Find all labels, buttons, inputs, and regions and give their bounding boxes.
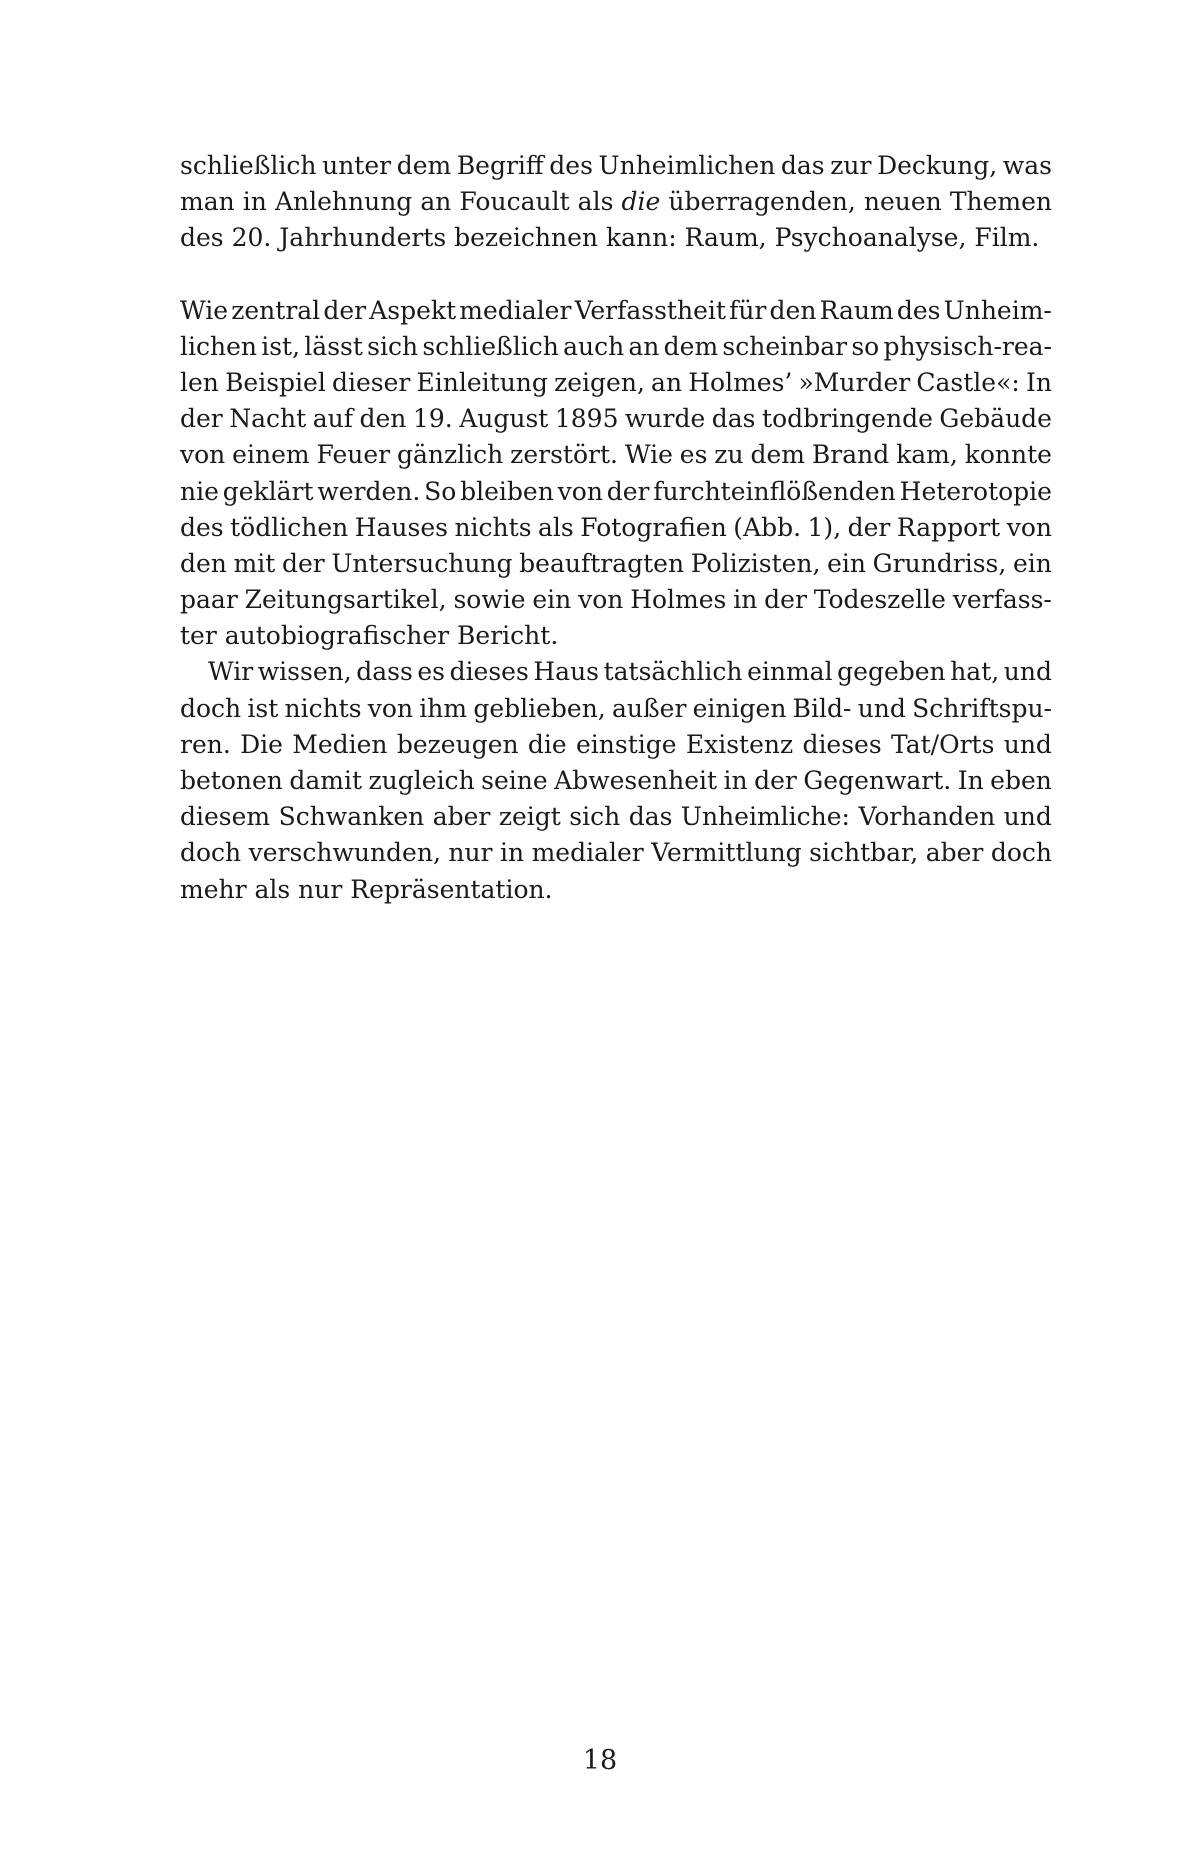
word: gänzlich [396, 440, 504, 470]
text-line [180, 329, 1052, 365]
word: Unheimlichen [598, 151, 776, 180]
word: verschwunden, [248, 838, 441, 868]
text-line [180, 835, 1052, 871]
word: Grundriss, [872, 548, 1007, 578]
word: das [711, 404, 756, 434]
word: so [851, 331, 880, 361]
word: In [957, 766, 984, 795]
word: nichts [454, 512, 532, 542]
word: zentral [231, 295, 321, 325]
word: doch [180, 693, 242, 723]
word: Die [240, 729, 283, 759]
text-line [180, 437, 1052, 473]
word: doch [180, 838, 242, 868]
word: 1895 [554, 404, 619, 434]
word: lichen [180, 331, 257, 361]
word: des [549, 151, 593, 180]
word: Haus [533, 657, 600, 687]
word: medialer [531, 838, 644, 868]
word: Raum [819, 295, 894, 325]
word: dieses [802, 729, 882, 759]
word: Untersuchung [331, 548, 513, 578]
word: Einleitung [416, 367, 548, 397]
word: So [424, 476, 457, 506]
word: beauftragten [519, 548, 685, 578]
word: Rapport [896, 512, 1001, 542]
word: In [1025, 367, 1052, 397]
word: Schwanken [278, 802, 425, 832]
text-line: mehr als nur Repräsentation. [180, 874, 553, 904]
word: Unheim- [943, 295, 1052, 325]
word: zur [830, 151, 872, 180]
word: Unheimliche: [680, 802, 850, 832]
word: Zeitungsartikel, [244, 585, 447, 615]
text-line [180, 654, 1052, 690]
word: kam, [896, 440, 958, 470]
word: Holmes [630, 585, 727, 615]
word: Todeszelle [813, 585, 946, 615]
word: geklärt [222, 476, 314, 506]
word: unter [322, 151, 392, 180]
word: Verfasstheit [574, 295, 726, 325]
word: von [180, 440, 226, 470]
word: ein [1012, 548, 1052, 578]
word: sowie [453, 585, 526, 615]
word: todbringende [762, 404, 933, 434]
word: lässt [304, 331, 363, 361]
word: Wie [180, 295, 229, 325]
word: als [538, 512, 574, 542]
word: Bild- [792, 693, 852, 723]
word: von [578, 585, 624, 615]
word: dieses [449, 657, 529, 687]
word: des [896, 295, 941, 325]
word: damit [289, 766, 363, 795]
body-text [180, 148, 1052, 908]
word: von [1006, 512, 1052, 542]
word: zu [714, 440, 744, 470]
word: sich [569, 802, 621, 832]
word: einigen [692, 693, 787, 723]
text-line [180, 365, 1052, 401]
word: furchteinflößenden [653, 476, 896, 506]
word: ist [247, 693, 279, 723]
word: dem [396, 151, 452, 180]
word: den [180, 548, 227, 578]
word: Schriftspu- [912, 693, 1052, 723]
word: gegeben [837, 657, 946, 687]
word: bleiben [460, 476, 554, 506]
word: der [180, 404, 223, 434]
word: einstige [575, 729, 677, 759]
text-line [180, 546, 1052, 582]
word: sichtbar, [809, 838, 919, 868]
word: medialer [459, 295, 572, 325]
word: schließlich [180, 151, 317, 180]
word: Vermittlung [651, 838, 802, 868]
word: geblieben, [473, 693, 606, 723]
word: diesem [180, 802, 271, 832]
word: was [1002, 151, 1052, 180]
word: und [857, 693, 906, 723]
word: (Abb. [733, 512, 802, 542]
word: der [847, 512, 891, 542]
text-line [180, 148, 1052, 184]
word: ist, [261, 331, 301, 361]
word: tödlichen [230, 512, 349, 542]
word: den [769, 295, 817, 325]
word: Aspekt [369, 295, 457, 325]
word: von [557, 476, 603, 506]
word: Fotografien [580, 512, 727, 542]
word: Begriff [456, 151, 544, 180]
word: aber [925, 838, 984, 868]
text-line [180, 691, 1052, 727]
emphasis: die [621, 187, 661, 217]
word: und [1003, 802, 1052, 832]
word: Brand [811, 440, 890, 470]
word: mit [233, 548, 276, 578]
word: Polizisten, [690, 548, 821, 578]
text-line [180, 582, 1052, 618]
word: Heterotopie [899, 476, 1052, 506]
page-number: 18 [582, 1745, 618, 1776]
word: Gebäude [939, 404, 1052, 434]
text-line [180, 763, 1052, 799]
word: und [1003, 729, 1052, 759]
word: und [1003, 657, 1052, 687]
text-line: ter autobiografischer Bericht. [180, 621, 559, 651]
word: paar [180, 585, 238, 615]
word: nichts [284, 693, 362, 723]
word: 1), [807, 512, 842, 542]
word: das [628, 802, 673, 832]
word: wissen, [257, 657, 352, 687]
word: len [180, 367, 219, 397]
word: Beispiel [225, 367, 326, 397]
text-line: des 20. Jahrhunderts bezeichnen kann: Raum, Psychoanalyse, Film. [180, 223, 1040, 253]
word: auf [312, 404, 353, 434]
word: ein [532, 585, 572, 615]
word: Nacht [229, 404, 307, 434]
word: von [367, 693, 414, 723]
word: tatsächlich [603, 657, 743, 687]
text-line [180, 293, 1052, 329]
word: hat, [950, 657, 1000, 687]
text-line [180, 401, 1052, 437]
word: August [459, 404, 549, 434]
text-line [180, 184, 1052, 220]
word: Feuer [316, 440, 391, 470]
word: des [180, 512, 224, 542]
word: nur [448, 838, 493, 868]
word: den [359, 404, 407, 434]
word: dass [356, 657, 413, 687]
word: eben [990, 766, 1052, 795]
word: 19. [412, 404, 453, 434]
word: es [679, 440, 708, 470]
word: Hauses [354, 512, 448, 542]
word: es [417, 657, 445, 687]
word: der [281, 548, 325, 578]
word: werden. [317, 476, 421, 506]
word: ren. [180, 729, 231, 759]
word: der [323, 295, 367, 325]
word: der [754, 766, 797, 795]
text-segment: man in Anlehnung an Foucault als die überragenden, neuen Themen [180, 187, 1052, 217]
word: zeigen, [554, 367, 645, 397]
word: zeigt [498, 802, 561, 832]
word: dieser [332, 367, 411, 397]
word: auch [563, 331, 625, 361]
word: in [733, 585, 758, 615]
word: zugleich [368, 766, 475, 795]
word: »Murder [798, 367, 911, 397]
word: an [651, 367, 683, 397]
word: Vorhanden [858, 802, 996, 832]
text-line [180, 474, 1052, 510]
word: Holmes’ [688, 367, 793, 397]
word: konnte [964, 440, 1052, 470]
word: Tat/Orts [890, 729, 995, 759]
word: außer [611, 693, 687, 723]
word: Castle«: [916, 367, 1020, 397]
word: dem [663, 331, 719, 361]
word: seine [481, 766, 548, 795]
word: Medien [292, 729, 388, 759]
word: Wir [208, 657, 254, 687]
word: nie [180, 476, 219, 506]
word: ihm [419, 693, 468, 723]
word: Wie [624, 440, 673, 470]
word: Deckung, [877, 151, 998, 180]
word: Abwesenheit [554, 766, 718, 795]
word: ein [827, 548, 867, 578]
word: der [606, 476, 650, 506]
text-line [180, 727, 1052, 763]
word: scheinbar [722, 331, 848, 361]
text-line [180, 510, 1052, 546]
word: sich [367, 331, 419, 361]
word: in [723, 766, 748, 795]
word: betonen [180, 766, 283, 795]
word: wurde [625, 404, 706, 434]
word: an [628, 331, 660, 361]
word: physisch-rea- [883, 331, 1052, 361]
word: das [780, 151, 825, 180]
word: schließlich [422, 331, 559, 361]
word: bezeugen [396, 729, 519, 759]
word: verfass- [952, 585, 1052, 615]
word: doch [990, 838, 1052, 868]
word: die [527, 729, 567, 759]
word: zerstört. [510, 440, 618, 470]
word: für [729, 295, 767, 325]
word: der [764, 585, 807, 615]
word: in [499, 838, 525, 868]
word: einem [232, 440, 310, 470]
word: Gegenwart. [803, 766, 952, 795]
text-line [180, 799, 1052, 835]
word: dem [750, 440, 805, 470]
word: Existenz [685, 729, 794, 759]
word: einmal [747, 657, 833, 687]
word: aber [432, 802, 491, 832]
